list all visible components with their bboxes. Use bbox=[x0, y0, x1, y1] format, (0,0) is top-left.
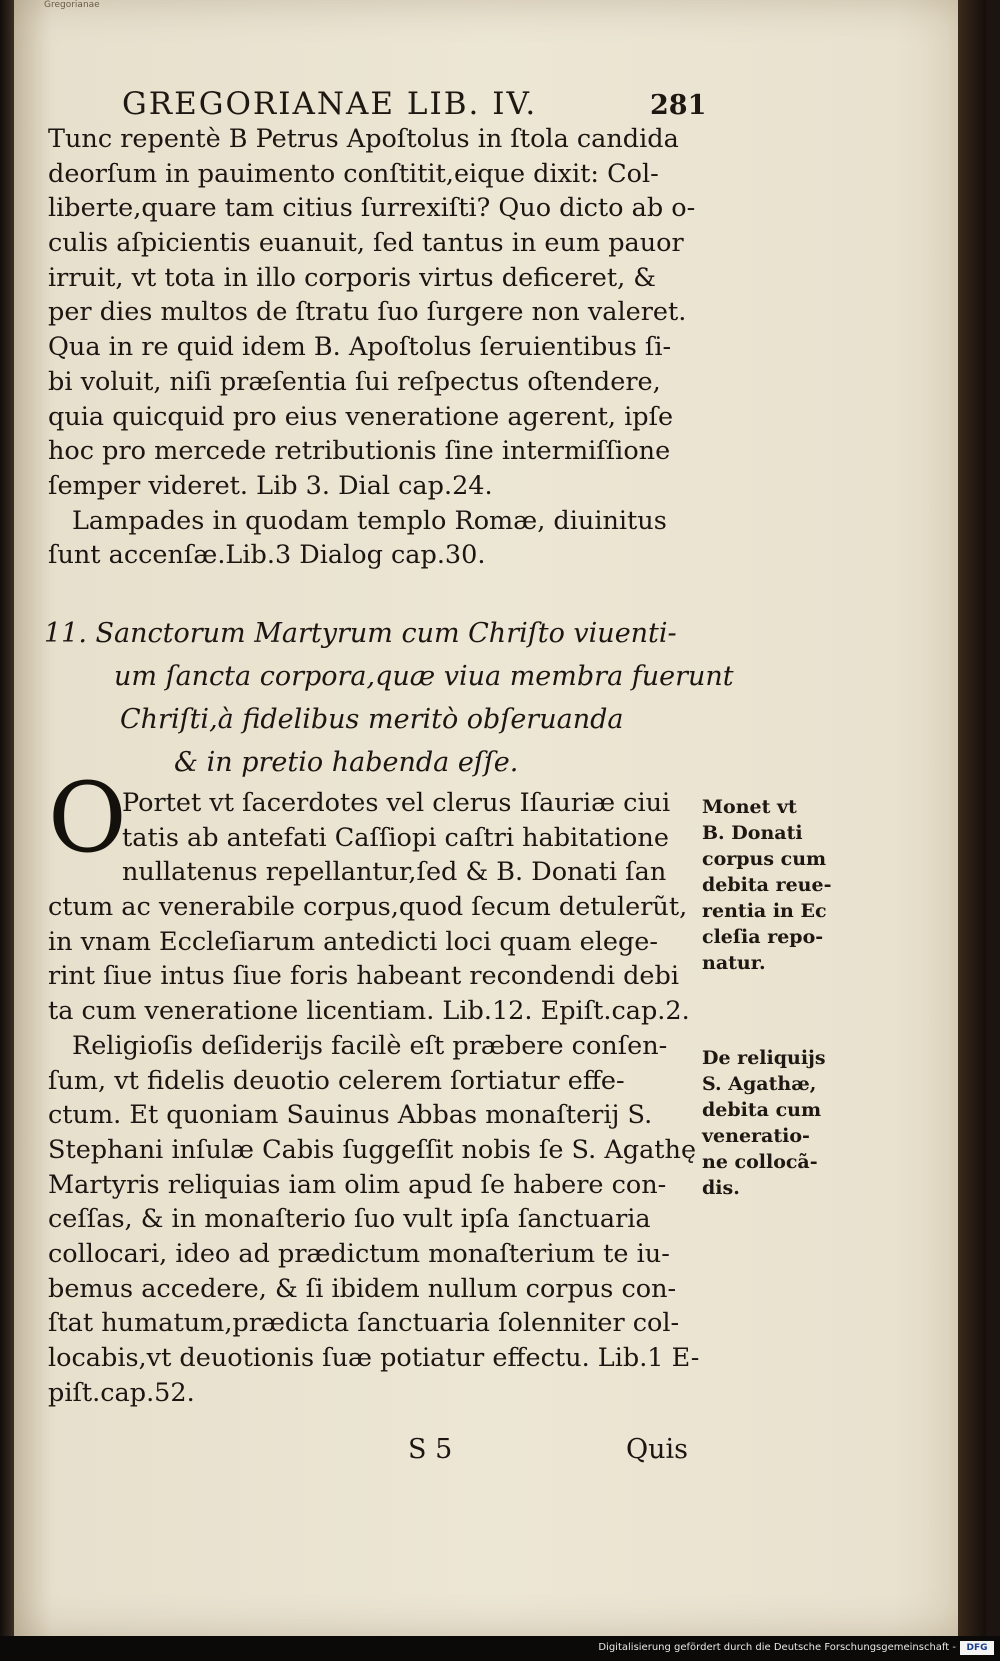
text-line: Stephani inſulæ Cabis ſuggeſſit nobis ſe S. Agathę bbox=[48, 1134, 697, 1165]
text-line: ceſſas, & in monaſterio ſuo vult ipſa ſanctuaria bbox=[48, 1204, 651, 1235]
text-line: per dies multos de ſtratu ſuo ſurgere non valeret. bbox=[48, 297, 687, 328]
body-text-bottom bbox=[48, 786, 700, 1410]
drop-cap: O bbox=[48, 762, 127, 874]
margin-note-line: Monet vt bbox=[702, 796, 797, 818]
text-line: ſum, vt fidelis deuotio celerem ſortiatur effe- bbox=[48, 1065, 625, 1096]
heading-line: um ſancta corpora,quæ viua membra fuerunt bbox=[114, 661, 734, 692]
digitization-credit: Digitalisierung gefördert durch die Deutsche Forschungsgemeinschaft - bbox=[598, 1642, 956, 1653]
margin-note-line: ne collocã- bbox=[702, 1151, 818, 1173]
heading-line: 11. Sanctorum Martyrum cum Chriſto viuenti- bbox=[44, 618, 677, 649]
digitization-footer bbox=[0, 1636, 1000, 1661]
margin-note-line: B. Donati bbox=[702, 822, 803, 844]
text-line: Tunc repentè B Petrus Apoſtolus in ſtola candida bbox=[48, 124, 679, 154]
signature-mark: S 5 bbox=[408, 1434, 453, 1465]
text-line: ctum. Et quoniam Sauinus Abbas monaſterij S. bbox=[48, 1100, 653, 1131]
text-line: piſt.cap.52. bbox=[48, 1377, 195, 1408]
text-line: Qua in re quid idem B. Apoſtolus ſeruientibus ſi- bbox=[48, 332, 672, 363]
body-text-top bbox=[48, 122, 696, 573]
text-line: deorſum in pauimento conſtitit,eique dixit: Col- bbox=[48, 158, 659, 189]
text-line: Martyris reliquias iam olim apud ſe habere con- bbox=[48, 1169, 667, 1200]
book-gutter bbox=[958, 0, 986, 1636]
text-line: irruit, vt tota in illo corporis virtus deficeret, & bbox=[48, 262, 656, 293]
text-line: ſtat humatum,prædicta ſanctuaria ſolenniter col- bbox=[48, 1308, 680, 1339]
margin-note-line: veneratio- bbox=[702, 1125, 810, 1147]
margin-note-line: S. Agathæ, bbox=[702, 1073, 817, 1095]
text-line: quia quicquid pro eius veneratione agerent, ipſe bbox=[48, 401, 674, 432]
margin-note-line: corpus cum bbox=[702, 848, 827, 870]
book-page bbox=[14, 0, 972, 1636]
text-line: ſemper videret. Lib 3. Dial cap.24. bbox=[48, 470, 493, 501]
scan-left-edge bbox=[0, 0, 14, 1661]
text-line: Lampades in quodam templo Romæ, diuinitus bbox=[72, 505, 667, 536]
running-head: GREGORIANAE LIB. IV. bbox=[122, 86, 538, 122]
text-line: nullatenus repellantur,ſed & B. Donati ſan bbox=[122, 857, 667, 888]
text-line: ta cum veneratione licentiam. Lib.12. Epiſt.cap.2. bbox=[48, 996, 690, 1027]
text-line: Portet vt ſacerdotes vel clerus Iſauriæ ciui bbox=[122, 788, 671, 818]
margin-note-line: cleſia repo- bbox=[702, 926, 824, 948]
margin-note-line: rentia in Ec bbox=[702, 900, 827, 922]
text-line: collocari, ideo ad prædictum monaſterium te iu- bbox=[48, 1238, 670, 1269]
text-line: tatis ab antefati Caſſiopi caſtri habitatione bbox=[122, 822, 669, 853]
text-line: ctum ac venerabile corpus,quod ſecum detulerũt, bbox=[48, 892, 688, 923]
margin-note-line: De reliquijs bbox=[702, 1047, 826, 1069]
text-line: in vnam Eccleſiarum antedicti loci quam elege- bbox=[48, 926, 659, 957]
margin-note-line: debita reue- bbox=[702, 874, 832, 896]
scan-top-mark: Gregorianae bbox=[44, 0, 100, 10]
text-line: rint ſiue intus ſiue foris habeant recondendi debi bbox=[48, 961, 679, 992]
margin-note-line: natur. bbox=[702, 952, 766, 974]
margin-note-donati bbox=[702, 794, 862, 976]
heading-line: & in pretio habenda eſſe. bbox=[174, 747, 519, 778]
text-line: ſunt accenſæ.Lib.3 Dialog cap.30. bbox=[48, 540, 486, 571]
text-line: liberte,quare tam citius ſurrexiſti? Quo dicto ab o- bbox=[48, 193, 696, 224]
margin-note-line: debita cum bbox=[702, 1099, 822, 1121]
text-line: locabis,vt deuotionis ſuæ potiatur effectu. Lib.1 E- bbox=[48, 1343, 700, 1373]
text-line: bi voluit, niſi præſentia ſui reſpectus oſtendere, bbox=[48, 366, 661, 397]
text-line: culis aſpicientis euanuit, ſed tantus in eum pauor bbox=[48, 228, 684, 259]
catchword: Quis bbox=[626, 1434, 689, 1465]
margin-note-agatha bbox=[702, 1045, 862, 1201]
text-line: bemus accedere, & ſi ibidem nullum corpus con- bbox=[48, 1273, 677, 1304]
heading-line: Chriſti,à fidelibus meritò obſeruanda bbox=[120, 704, 624, 735]
margin-note-line: dis. bbox=[702, 1177, 740, 1199]
section-heading bbox=[44, 612, 734, 784]
page-number: 281 bbox=[650, 90, 707, 121]
text-line: hoc pro mercede retributionis ſine intermiſſione bbox=[48, 436, 671, 467]
text-line: Religioſis deſiderijs facilè eſt præbere conſen- bbox=[72, 1030, 668, 1061]
dfg-logo: DFG bbox=[960, 1641, 994, 1655]
